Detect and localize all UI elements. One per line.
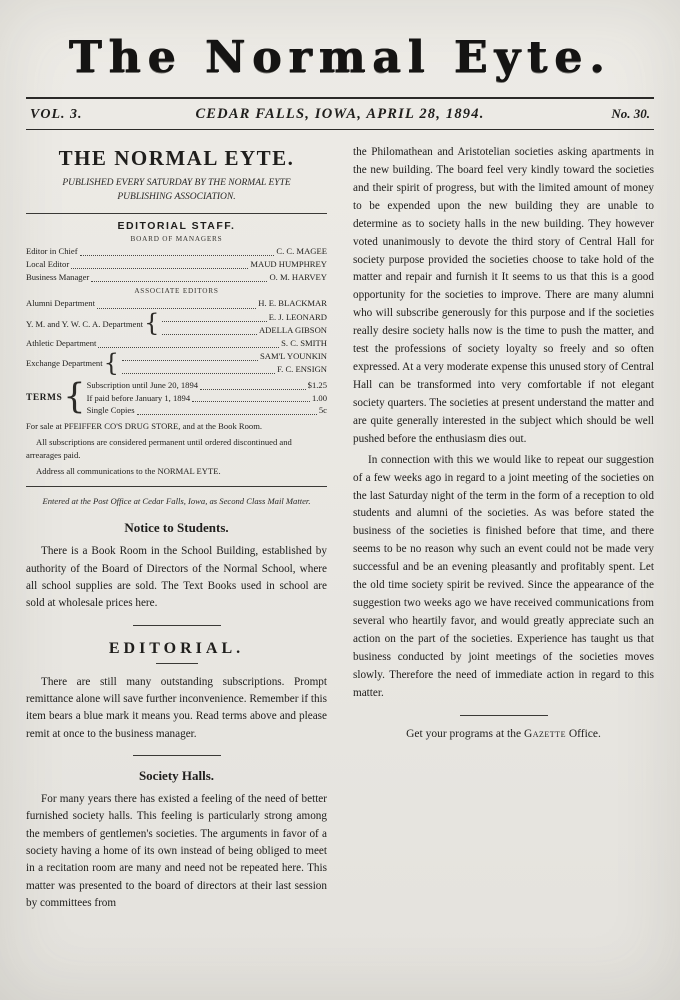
dateline-volume: VOL. 3.	[30, 107, 83, 122]
staff-row	[26, 311, 327, 337]
entered-note: Entered at the Post Office at Cedar Falls, Iowa, as Second Class Mail Matter.	[42, 495, 311, 506]
staff-name: MAUD HUMPHREY	[250, 258, 327, 269]
staff-name: H. E. BLACKMAR	[258, 298, 327, 309]
note-text: For sale at PFEIFFER CO'S DRUG STORE, and at the Book Room.	[26, 421, 263, 432]
dotted-leader	[162, 334, 257, 335]
staff-row	[26, 297, 327, 310]
staff-role: Business Manager	[26, 272, 90, 283]
staff-name: O. M. HARVEY	[269, 272, 327, 283]
dotted-leader	[122, 373, 275, 374]
brace-icon: {	[144, 309, 160, 338]
note-text: All subscriptions are considered permanent until ordered discontinued and arrearages paid.	[26, 437, 292, 461]
terms-line-text: Single Copies	[86, 405, 135, 416]
staff-role: Exchange Department	[26, 357, 103, 368]
right-column	[353, 144, 654, 913]
left-column	[26, 144, 327, 913]
board-heading: BOARD OF MANAGERS	[130, 234, 223, 243]
brace-icon: {	[103, 348, 119, 377]
dateline-number: No. 30.	[611, 106, 650, 121]
dotted-leader	[91, 281, 267, 282]
dotted-leader	[200, 389, 306, 390]
editorial-heading: EDITORIAL.	[108, 639, 245, 657]
paper-title: THE NORMAL EYTE.	[58, 146, 295, 170]
rule	[133, 625, 221, 626]
terms-lines	[87, 379, 327, 418]
terms-label: TERMS	[26, 392, 63, 403]
brace-icon: {	[63, 377, 86, 418]
staff-name: E. J. LEONARD	[268, 311, 327, 322]
content-columns	[26, 130, 654, 913]
notice-body: There is a Book Room in the School Building, established by authority of the Board of Directors of the Normal School, where all school supplies are sold. The Text Books used in school are sold at wholesale prices here.	[26, 545, 327, 610]
terms-line-price: $1.25	[307, 379, 327, 390]
staff-name: S. C. SMITH	[281, 337, 327, 348]
society-halls-body: For many years there has existed a feeling of the need of better furnished society halls. This feeling is particularly strong among the members of gentlemen's societies. The arguments in favor of a society having a home of its own instead of being obliged to meet in a recitation room are many and need not be repeated here. This matter was presented to the board of directors at their last session by committees from	[26, 793, 327, 910]
rule	[26, 213, 327, 214]
rule	[26, 486, 327, 487]
article-paragraph: the Philomathean and Aristotelian societies asking apartments in the new building. The board feel very kindly toward the societies and their spirit of progress, but with the limited amount of money to be expended upon the new building they are unable to determine as to society halls in the new building. They however voted unanimously to devote the third story of Central Hall for society purpose provided the societies choose to take hold of the matter and repair and furnish it It seems to us that this is a good opportunity for the societies to improve. There are many alumni who will subscribe generously for this purpose and if the societies really desire society halls now is the time to push the matter, and test the professions of society loyalty so freely and so often expressed. At a very moderate expense this unused story of Central Hall can be transformed into very comfortable if not elegant society quarters. The societies at present understand the matter and are quite generally interested in the subject which should be well pushed before the enthusiasm dies out.	[353, 146, 654, 445]
footer-note-brand: Gazette	[523, 727, 566, 740]
terms-line-price: 1.00	[311, 392, 327, 403]
dotted-leader	[98, 347, 279, 348]
terms-line-text: If paid before January 1, 1894	[86, 392, 191, 403]
staff-row	[26, 245, 327, 258]
staff-name: ADELLA GIBSON	[258, 324, 327, 335]
staff-role: Athletic Department	[26, 337, 97, 348]
staff-role: Editor in Chief	[26, 245, 78, 256]
staff-heading: EDITORIAL STAFF.	[117, 219, 236, 232]
terms-line-price: 5c	[318, 405, 327, 416]
rule	[133, 755, 221, 756]
note-text: Address all communications to the NORMAL EYTE.	[36, 465, 221, 476]
staff-name: C. C. MAGEE	[276, 245, 327, 256]
rule	[156, 663, 198, 664]
masthead-title: The Normal Eyte.	[68, 32, 612, 83]
terms-line-text: Subscription until June 20, 1894	[86, 379, 199, 390]
published-line-1: PUBLISHED EVERY SATURDAY BY THE NORMAL EYTE	[62, 178, 291, 188]
dotted-leader	[162, 321, 266, 322]
staff-role: Local Editor	[26, 258, 70, 269]
dotted-leader	[71, 268, 248, 269]
staff-row	[26, 350, 327, 376]
dotted-leader	[97, 308, 256, 309]
published-line-2: PUBLISHING ASSOCIATION.	[117, 192, 236, 203]
dotted-leader	[122, 360, 258, 361]
masthead	[26, 8, 654, 97]
dotted-leader	[80, 255, 275, 256]
staff-role: Alumni Department	[26, 298, 95, 309]
society-halls-heading: Society Halls.	[138, 768, 215, 784]
rule	[460, 715, 548, 716]
associate-heading: ASSOCIATE EDITORS	[134, 287, 219, 296]
published-line	[26, 176, 327, 205]
editorial-body: There are still many outstanding subscriptions. Prompt remittance alone will save further inconvenience. Remember if this item bears a blue mark it means you. Read terms above and please remit at once to the business manager.	[26, 675, 328, 740]
footer-note-suffix: Office.	[565, 727, 601, 740]
notice-heading: Notice to Students.	[124, 520, 229, 536]
terms-block	[26, 379, 327, 418]
staff-row	[26, 271, 327, 284]
article-paragraph: In connection with this we would like to repeat our suggestion of a few weeks ago in regard to a joint meeting of the societies on the last Saturday night of the term in the form of a reception to old students and alumni of the societies. As was before stated the business of the societies is finished before that time, and there seems to be no reason why such an event could not be made very successful and be an evening pleasantly and profitably spent. Let the old time society spirit be revived. Since the appearance of the suggestion two weeks ago we have received communications from several who heartily favor, and would greatly appreciate such an action on the part of the societies. Experience has taught us that business conducted by joint meetings of the societies moves slowly. Therefore the need of immediate action in regard to this matter.	[353, 453, 654, 699]
dotted-leader	[192, 401, 310, 402]
staff-names	[120, 350, 327, 376]
dotted-leader	[137, 414, 317, 415]
footer-note-prefix: Get your programs at the	[406, 727, 524, 740]
dateline-center: CEDAR FALLS, IOWA, APRIL 28, 1894.	[195, 106, 485, 122]
staff-names	[160, 311, 327, 337]
staff-name: SAM'L YOUNKIN	[259, 350, 327, 361]
staff-row	[26, 258, 327, 271]
staff-name: F. C. ENSIGN	[277, 363, 327, 374]
footer-note	[353, 728, 654, 740]
staff-row	[26, 337, 327, 350]
staff-role: Y. M. and Y. W. C. A. Department	[26, 318, 144, 329]
dateline	[26, 97, 654, 130]
